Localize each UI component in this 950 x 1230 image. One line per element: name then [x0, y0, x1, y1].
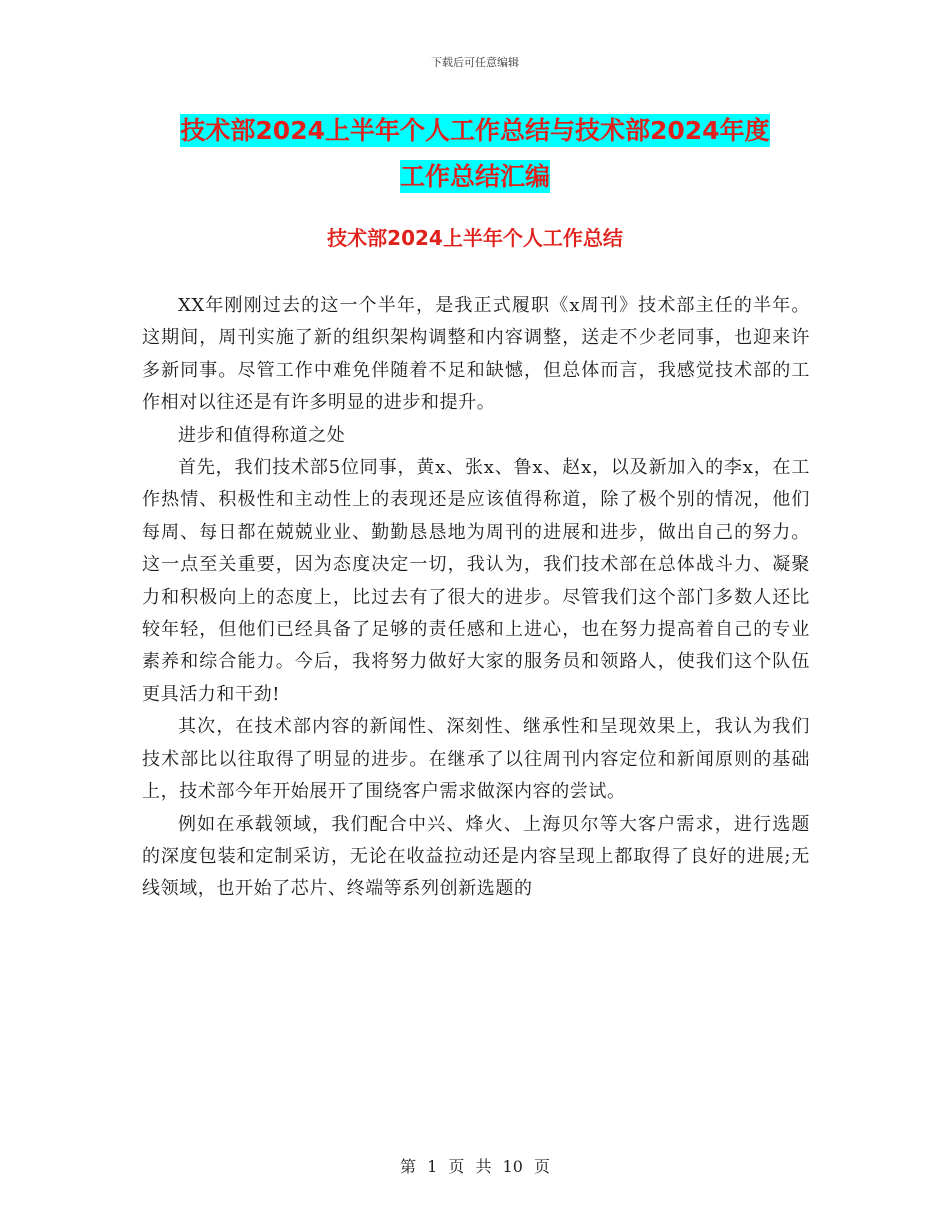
paragraph-3: 其次，在技术部内容的新闻性、深刻性、继承性和呈现效果上，我认为我们技术部比以往取得了明显的进步。在继承了以往周刊内容定位和新闻原则的基础上，技术部今年开始展开了围绕客户需求做深内容的尝试。: [142, 716, 810, 803]
title-line-1: [0, 108, 950, 154]
title-line-2-text: 工作总结汇编: [399, 162, 550, 191]
title-line-1-text: 技术部2024上半年个人工作总结与技术部2024年度: [180, 116, 770, 145]
section-title: 技术部2024上半年个人工作总结: [327, 226, 623, 250]
document-title: [0, 108, 950, 200]
title-line-2: [0, 154, 950, 200]
paragraph-1: XX年刚刚过去的这一个半年，是我正式履职《x周刊》技术部主任的半年。这期间，周刊实施了新的组织架构调整和内容调整，送走不少老同事，也迎来许多新同事。尽管工作中难免伴随着不足和缺憾，但总体而言，我感觉技术部的工作相对以往还是有许多明显的进步和提升。: [142, 295, 810, 414]
header-note: 下载后可任意编辑: [431, 56, 519, 69]
page-number: 第 1 页 共 10 页: [400, 1157, 550, 1176]
paragraph-4: 例如在承载领域，我们配合中兴、烽火、上海贝尔等大客户需求，进行选题的深度包装和定制采访，无论在收益拉动还是内容呈现上都取得了良好的进展;无线领域，也开始了芯片、终端等系列创新选题的: [142, 813, 810, 900]
paragraph-2: 首先，我们技术部5位同事，黄x、张x、鲁x、赵x，以及新加入的李x，在工作热情、积极性和主动性上的表现还是应该值得称道，除了极个别的情况，他们每周、每日都在兢兢业业、勤勤恳恳地为周刊的进展和进步，做出自己的努力。这一点至关重要，因为态度决定一切，我认为，我们技术部在总体战斗力、凝聚力和积极向上的态度上，比过去有了很大的进步。尽管我们这个部门多数人还比较年轻，但他们已经具备了足够的责任感和上进心，也在努力提高着自己的专业素养和综合能力。今后，我将努力做好大家的服务员和领路人，使我们这个队伍更具活力和干劲!: [142, 457, 810, 705]
document-body: [142, 290, 810, 906]
subheading-progress: 进步和值得称道之处: [178, 424, 346, 446]
